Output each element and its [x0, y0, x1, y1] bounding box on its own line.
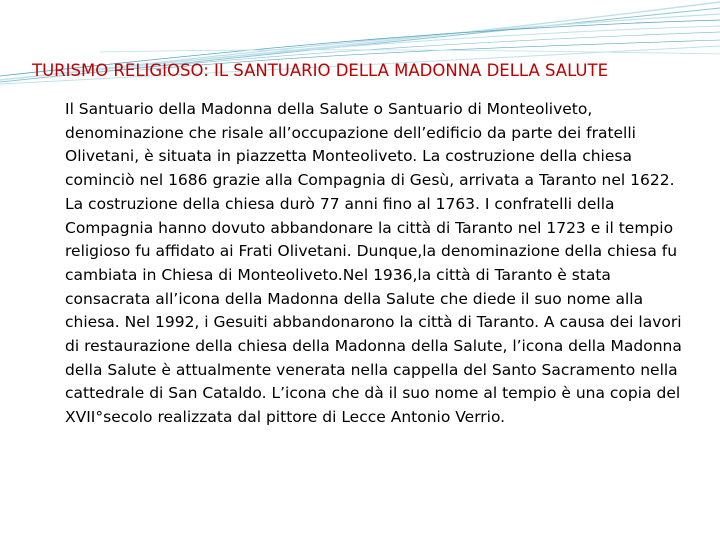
slide-title: TURISMO RELIGIOSO: IL SANTUARIO DELLA MADONNA DELLA SALUTE	[32, 61, 609, 80]
slide-body-text: Il Santuario della Madonna della Salute o Santuario di Monteoliveto, denominazione che risale all’occupazione dell’edificio da parte dei fratelli Olivetani, è situata in piazzetta Monteoliveto. La costruzione della chiesa cominciò nel 1686 grazie alla Compagnia di Gesù, arrivata a Taranto nel 1622. La costruzione della chiesa durò 77 anni fino al 1763. I confratelli della Compagnia hanno dovuto abbandonare la città di Taranto nel 1723 e il tempio religioso fu affidato ai Frati Olivetani. Dunque,la denominazione della chiesa fu cambiata in Chiesa di Monteoliveto.Nel 1936,la città di Taranto è stata consacrata all’icona della Madonna della Salute che diede il suo nome alla chiesa. Nel 1992, i Gesuiti abbandonarono la città di Taranto. A causa dei lavori di restaurazione della chiesa della Madonna della Salute, l’icona della Madonna della Salute è attualmente venerata nella cappella del Santo Sacramento nella cattedrale di San Cataldo. L’icona che dà il suo nome al tempio è una copia del XVII°secolo realizzata dal pittore di Lecce Antonio Verrio.	[65, 100, 682, 427]
